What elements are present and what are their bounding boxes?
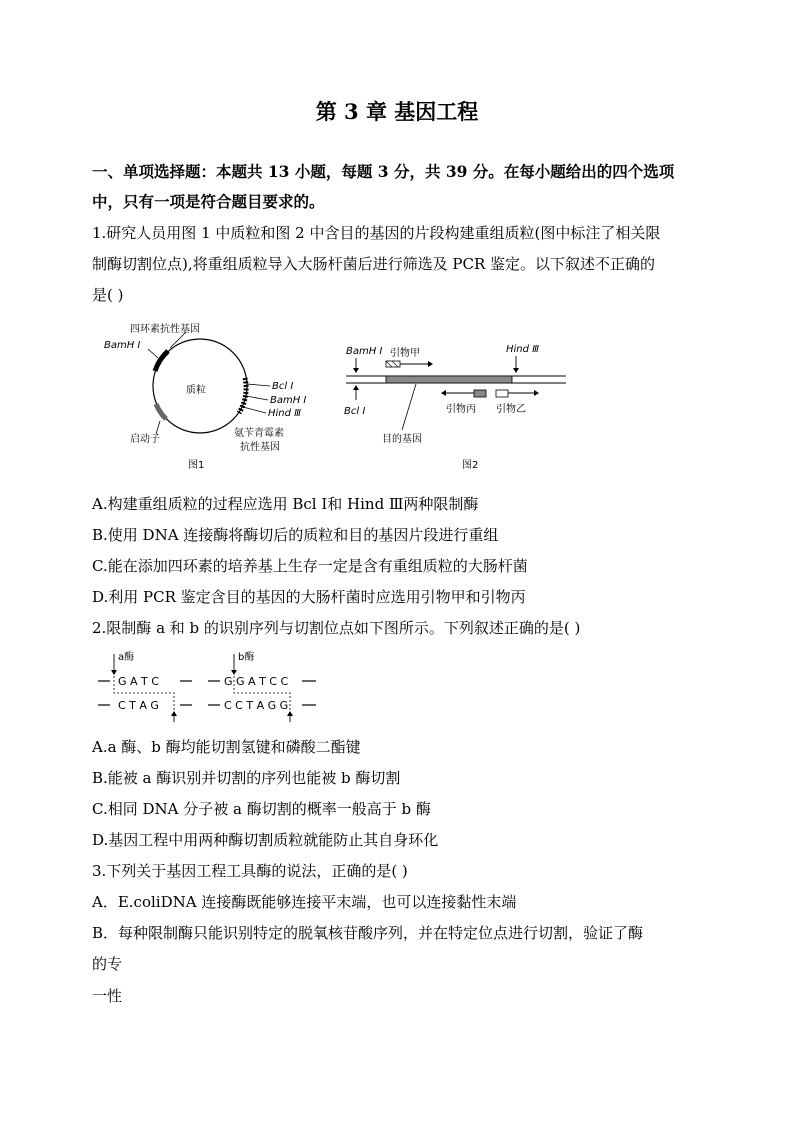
q2-option-c: C.相同 DNA 分子被 a 酶切割的概率一般高于 b 酶 (92, 800, 431, 818)
primer-b-label: 引物乙 (496, 404, 526, 415)
amp-label-1: 氨苄青霉素 (234, 428, 284, 439)
bcli-label: Bcl I (272, 381, 294, 392)
tetracycline-resistance-gene (155, 351, 168, 371)
promoter-segment (156, 404, 166, 419)
b-bottom-sequence: C C T A G G (224, 699, 289, 712)
section-heading-line2: 中，只有一项是符合题目要求的。 (92, 192, 325, 211)
q3-option-b-line3: 一性 (92, 987, 123, 1005)
q3-option-b-line1: B．每种限制酶只能识别特定的脱氧核苷酸序列，并在特定位点进行切割，验证了酶 (92, 924, 644, 942)
figure-1-plasmid (100, 318, 310, 478)
bamhi-marker (148, 349, 158, 358)
tet-gene-label: 四环素抗性基因 (130, 324, 200, 335)
hind-label: Hind Ⅲ (268, 408, 302, 419)
q2-option-d: D.基因工程中用两种酶切割质粒就能防止其自身环化 (92, 831, 439, 849)
primer-b-box (496, 390, 508, 397)
q2-stem: 2.限制酶 a 和 b 的识别序列与切割位点如下图所示。下列叙述正确的是( ) (92, 619, 581, 637)
b-top-sequence: G G A T C C (224, 675, 289, 688)
b-enzyme-label: b酶 (238, 652, 255, 663)
q2-option-a: A.a 酶、b 酶均能切割氢键和磷酸二酯键 (92, 738, 361, 756)
q1-stem-line3: 是( ) (92, 286, 124, 304)
amp-label-2: 抗性基因 (240, 442, 280, 453)
figure-restriction-sites (96, 646, 326, 726)
q1-option-b: B.使用 DNA 连接酶将酶切后的质粒和目的基因片段进行重组 (92, 526, 499, 544)
q3-option-b-line2: 的专 (92, 955, 123, 973)
q3-stem: 3.下列关于基因工程工具酶的说法，正确的是( ) (92, 862, 408, 880)
q1-option-d: D.利用 PCR 鉴定含目的基因的大肠杆菌时应选用引物甲和引物丙 (92, 588, 526, 606)
primer-c-box (474, 390, 486, 397)
page-title: 第 3 章 基因工程 (315, 99, 479, 124)
figure-2-fragment (336, 336, 576, 476)
q3-option-a: A．E.coliDNA 连接酶既能够连接平末端，也可以连接黏性末端 (92, 893, 517, 911)
primer-c-label: 引物丙 (446, 404, 476, 415)
bamhi-label: BamH I (346, 346, 383, 357)
q2-option-b: B.能被 a 酶识别并切割的序列也能被 b 酶切割 (92, 769, 401, 787)
target-gene-label: 目的基因 (382, 434, 422, 445)
bamhi-label-2: BamH I (270, 395, 307, 406)
q1-stem-line1: 1.研究人员用图 1 中质粒和图 2 中含目的基因的片段构建重组质粒(图中标注了相关限 (92, 224, 661, 242)
plasmid-label: 质粒 (186, 385, 206, 396)
bamhi-label: BamH I (104, 340, 141, 351)
target-gene-bar (386, 376, 512, 383)
bcli-label: Bcl I (344, 406, 366, 417)
section-heading-line1: 一、单项选择题：本题共 13 小题，每题 3 分，共 39 分。在每小题给出的四个选项 (92, 162, 675, 181)
a-enzyme-label: a酶 (118, 652, 135, 663)
a-bottom-sequence: C T A G (118, 699, 159, 712)
target-gene-leader (402, 384, 416, 430)
q1-stem-line2: 制酶切割位点),将重组质粒导入大肠杆菌后进行筛选及 PCR 鉴定。以下叙述不正确的 (92, 255, 656, 273)
promoter-label: 启动子 (130, 434, 160, 445)
q1-option-a: A.构建重组质粒的过程应选用 Bcl Ⅰ和 Hind Ⅲ两种限制酶 (92, 495, 479, 513)
figure-2-caption: 图2 (462, 460, 479, 471)
a-top-sequence: G A T C (118, 675, 159, 688)
hind-label: Hind Ⅲ (506, 344, 540, 355)
q1-option-c: C.能在添加四环素的培养基上生存一定是含有重组质粒的大肠杆菌 (92, 557, 528, 575)
figure-1-caption: 图1 (188, 460, 205, 471)
primer-a-label: 引物甲 (390, 348, 420, 359)
